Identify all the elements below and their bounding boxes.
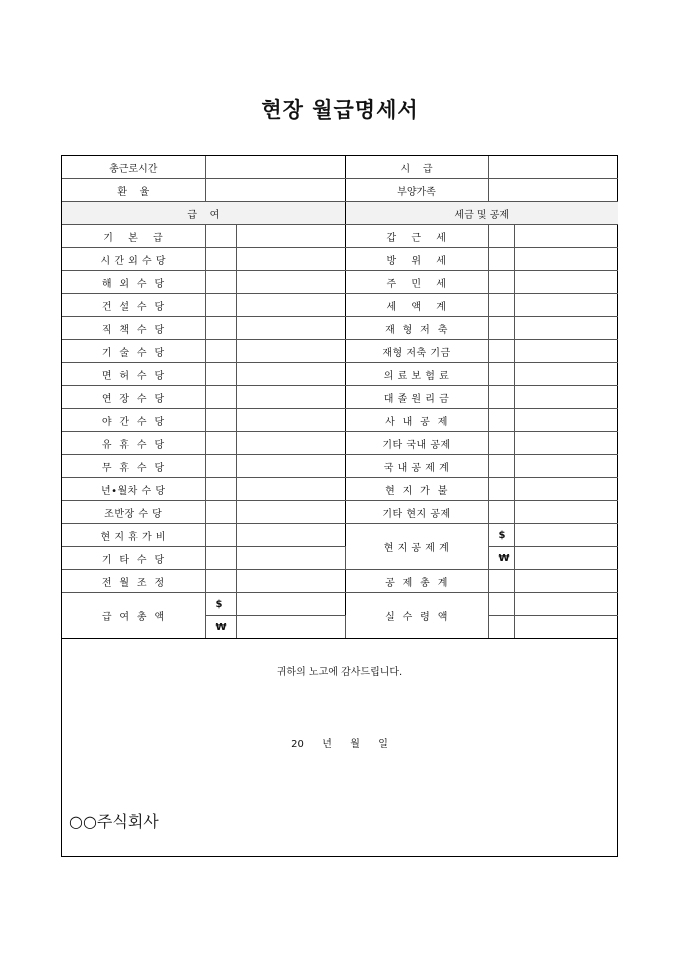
item-row [62,547,618,570]
item-row [62,317,618,340]
deduction-item-amount[interactable] [514,455,618,478]
work-hours-value[interactable] [205,156,345,179]
local-deduction-usd-amount[interactable] [514,524,618,547]
item-row [62,363,618,386]
deduction-item-amount[interactable] [514,317,618,340]
net-pay-label: 실 수 령 액 [345,593,488,639]
pay-item-amount[interactable] [236,524,345,547]
thanks-message: 귀하의 노고에 감사드립니다. [276,667,403,678]
pay-item-amount[interactable] [236,248,345,271]
deduction-item-label: 현 지 가 불 [345,478,488,501]
deduction-item-label: 갑 근 세 [345,225,488,248]
pay-item-unit[interactable] [205,501,236,524]
item-row [62,432,618,455]
pay-item-label: 직 책 수 당 [62,317,205,340]
dependents-value[interactable] [488,179,618,202]
pay-item-label: 야 간 수 당 [62,409,205,432]
pay-total-krw-amount[interactable] [236,616,345,639]
pay-item-label: 건 설 수 당 [62,294,205,317]
work-hours-label: 총근로시간 [62,156,205,179]
item-row [62,386,618,409]
net-pay-unit[interactable] [488,616,514,639]
krw-symbol: ₩ [205,616,236,639]
payslip-table [62,156,618,639]
deduction-item-label: 세 액 계 [345,294,488,317]
pay-item-label: 면 허 수 당 [62,363,205,386]
deduction-item-label: 국 내 공 제 계 [345,455,488,478]
deduction-item-unit[interactable] [488,409,514,432]
pay-item-unit[interactable] [205,547,236,570]
deduction-item-amount[interactable] [514,363,618,386]
usd-symbol: $ [488,524,514,547]
pay-item-amount[interactable] [236,225,345,248]
pay-item-label: 해 외 수 당 [62,271,205,294]
deduction-item-unit[interactable] [488,478,514,501]
pay-item-label: 기 본 급 [62,225,205,248]
pay-item-unit[interactable] [205,432,236,455]
pay-item-amount[interactable] [236,432,345,455]
net-pay-unit[interactable] [488,593,514,616]
pay-item-unit[interactable] [205,570,236,593]
pay-item-amount[interactable] [236,501,345,524]
dependents-label: 부양가족 [345,179,488,202]
pay-item-label: 무 휴 수 당 [62,455,205,478]
pay-item-amount[interactable] [236,317,345,340]
item-row [62,271,618,294]
pay-item-unit[interactable] [205,317,236,340]
deduction-item-amount[interactable] [514,386,618,409]
pay-item-amount[interactable] [236,478,345,501]
deduction-item-unit[interactable] [488,386,514,409]
pay-item-amount[interactable] [236,271,345,294]
pay-section-header: 급 여 [62,202,345,225]
deduction-total-amount[interactable] [514,570,618,593]
hourly-wage-label: 시 급 [345,156,488,179]
deduction-item-unit[interactable] [488,455,514,478]
pay-item-unit[interactable] [205,363,236,386]
deduction-item-unit[interactable] [488,271,514,294]
hourly-wage-value[interactable] [488,156,618,179]
local-deduction-krw-amount[interactable] [514,547,618,570]
deduction-item-label: 의 료 보 험 료 [345,363,488,386]
pay-item-label: 연 장 수 당 [62,386,205,409]
item-row [62,294,618,317]
payslip-sheet [61,155,618,857]
payslip-footer [62,639,617,851]
deduction-item-amount[interactable] [514,294,618,317]
totals-row [62,593,618,616]
item-row [62,409,618,432]
deduction-item-unit[interactable] [488,340,514,363]
item-row [62,478,618,501]
pay-item-unit[interactable] [205,478,236,501]
pay-item-unit[interactable] [205,409,236,432]
local-deduction-total-label: 현 지 공 제 계 [345,524,488,570]
pay-item-label: 기 타 수 당 [62,547,205,570]
deduction-item-amount[interactable] [514,432,618,455]
deduction-item-unit[interactable] [488,317,514,340]
deduction-item-label: 재 형 저 축 [345,317,488,340]
deduction-section-header: 세금 및 공제 [345,202,618,225]
net-pay-amount[interactable] [514,593,618,616]
deduction-item-amount[interactable] [514,271,618,294]
pay-item-label: 현 지 휴 가 비 [62,524,205,547]
pay-item-label: 기 술 수 당 [62,340,205,363]
pay-item-amount[interactable] [236,363,345,386]
deduction-item-unit[interactable] [488,432,514,455]
pay-item-unit[interactable] [205,455,236,478]
item-row [62,340,618,363]
exchange-rate-label: 환 율 [62,179,205,202]
pay-item-label: 전 월 조 정 [62,570,205,593]
company-name: ○○주식회사 [69,812,159,831]
pay-item-label: 년•월차 수 당 [62,478,205,501]
pay-item-amount[interactable] [236,409,345,432]
deduction-item-amount[interactable] [514,340,618,363]
item-row [62,225,618,248]
pay-item-label: 시 간 외 수 당 [62,248,205,271]
pay-item-unit[interactable] [205,386,236,409]
deduction-item-unit[interactable] [488,363,514,386]
exchange-rate-value[interactable] [205,179,345,202]
pay-item-unit[interactable] [205,294,236,317]
pay-item-amount[interactable] [236,455,345,478]
item-row [62,501,618,524]
pay-item-label: 유 휴 수 당 [62,432,205,455]
deduction-item-label: 대 졸 원 리 금 [345,386,488,409]
deduction-item-unit[interactable] [488,225,514,248]
deduction-item-label: 주 민 세 [345,271,488,294]
deduction-item-unit[interactable] [488,501,514,524]
pay-item-amount[interactable] [236,294,345,317]
deduction-item-label: 재형 저축 기금 [345,340,488,363]
net-pay-krw-amount[interactable] [514,616,618,639]
pay-item-unit[interactable] [205,225,236,248]
item-row [62,524,618,547]
item-row [62,248,618,271]
item-row [62,570,618,593]
deduction-total-unit[interactable] [488,570,514,593]
pay-item-amount[interactable] [236,547,345,570]
pay-item-label: 조반장 수 당 [62,501,205,524]
deduction-item-unit[interactable] [488,248,514,271]
header-row-2 [62,179,618,202]
deduction-item-amount[interactable] [514,501,618,524]
issue-date: 20 년 월 일 [291,739,388,750]
pay-item-amount[interactable] [236,386,345,409]
deduction-item-label: 기타 현지 공제 [345,501,488,524]
pay-total-label: 급 여 총 액 [62,593,205,639]
item-row [62,455,618,478]
pay-item-unit[interactable] [205,248,236,271]
pay-item-unit[interactable] [205,340,236,363]
deduction-item-amount[interactable] [514,478,618,501]
usd-symbol: $ [205,593,236,616]
pay-item-amount[interactable] [236,570,345,593]
pay-item-unit[interactable] [205,524,236,547]
deduction-item-label: 방 위 세 [345,248,488,271]
deduction-total-label: 공 제 총 계 [345,570,488,593]
deduction-item-amount[interactable] [514,409,618,432]
deduction-item-amount[interactable] [514,248,618,271]
pay-item-unit[interactable] [205,271,236,294]
header-row-1 [62,156,618,179]
pay-item-amount[interactable] [236,340,345,363]
krw-symbol: ₩ [488,547,514,570]
deduction-item-unit[interactable] [488,294,514,317]
deduction-item-label: 기타 국내 공제 [345,432,488,455]
pay-total-usd-amount[interactable] [236,593,345,616]
section-header-row [62,202,618,225]
document-title: 현장 월급명세서 [261,98,419,122]
deduction-item-amount[interactable] [514,225,618,248]
deduction-item-label: 사 내 공 제 [345,409,488,432]
